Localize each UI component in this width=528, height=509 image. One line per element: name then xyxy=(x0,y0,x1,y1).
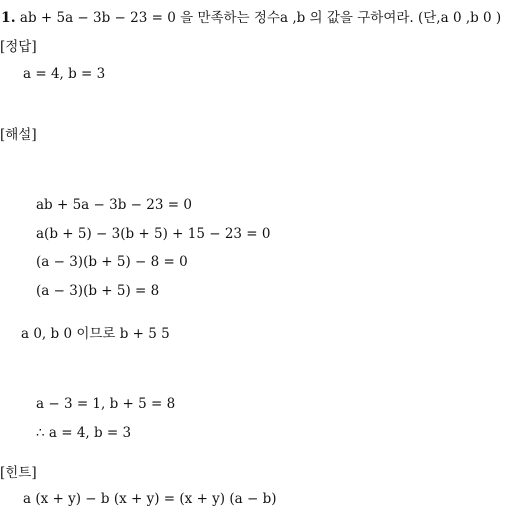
question-number: 1. xyxy=(1,10,16,26)
explanation-step: (a − 3)(b + 5) − 8 = 0 xyxy=(36,254,188,270)
hint-formula: a (x + y) − b (x + y) = (x + y) (a − b) xyxy=(23,491,277,507)
hint-header: [힌트] xyxy=(0,465,37,481)
explanation-step: a(b + 5) − 3(b + 5) + 15 − 23 = 0 xyxy=(36,226,271,242)
explanation-conclusion: a − 3 = 1, b + 5 = 8 xyxy=(36,396,176,412)
explanation-conclusion: ∴ a = 4, b = 3 xyxy=(36,425,132,441)
explanation-header: [해설] xyxy=(0,127,37,143)
explanation-condition: a 0, b 0 이므로 b + 5 5 xyxy=(21,326,170,342)
question xyxy=(1,9,501,27)
answer-value: a = 4, b = 3 xyxy=(23,66,106,82)
explanation-step: (a − 3)(b + 5) = 8 xyxy=(36,283,160,299)
answer-header: [정답] xyxy=(0,39,37,55)
explanation-step: ab + 5a − 3b − 23 = 0 xyxy=(36,197,192,213)
question-text: ab + 5a − 3b − 23 = 0 을 만족하는 정수a ,b 의 값을 구하여라. (단,a 0 ,b 0 ) xyxy=(19,10,502,26)
